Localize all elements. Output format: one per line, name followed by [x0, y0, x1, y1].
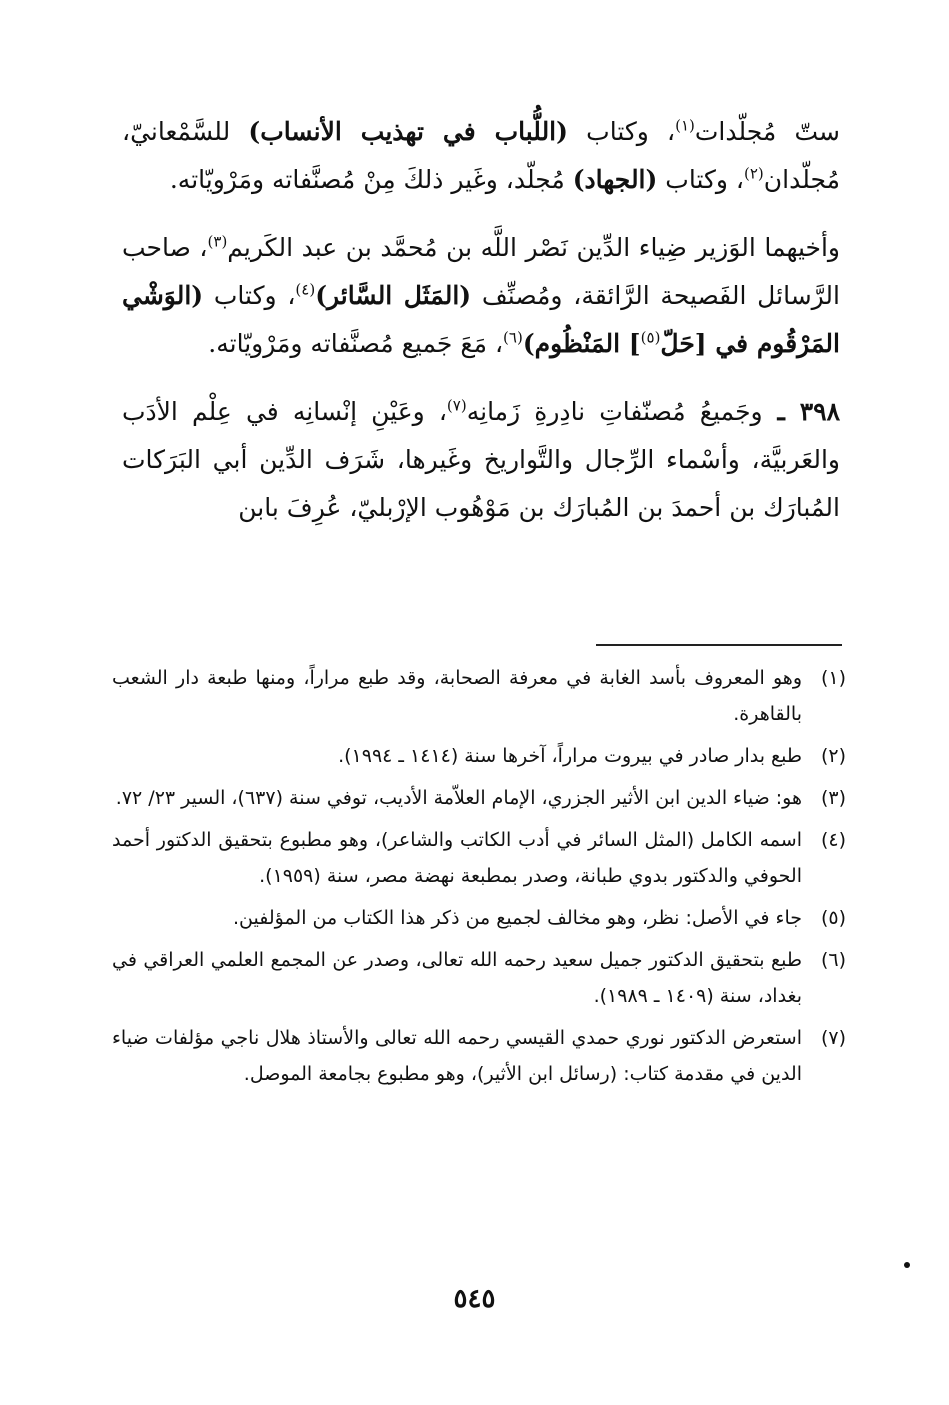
- footnote-text: استعرض الدكتور نوري حمدي القيسي رحمه الله تعالى والأستاذ هلال ناجي مؤلفات ضياء الدين في مقدمة كتاب: (رسائل ابن الأثير)، وهو مطبوع بجامعة الموصل.: [112, 1027, 802, 1085]
- footnote-number: (٣): [820, 787, 846, 809]
- page-number: ٥٤٥: [453, 1284, 496, 1314]
- footnote-ref: (١): [675, 116, 695, 135]
- footnote-number: (٤): [820, 829, 846, 851]
- main-text: [122, 108, 840, 552]
- bold-title: (اللُّباب في تهذيب الأنساب): [248, 117, 568, 146]
- footnote-number: (٢): [820, 745, 846, 767]
- footnote-ref: (٧): [446, 396, 467, 415]
- bold-title: ] المَنْظُوم): [522, 329, 641, 358]
- footnote-ref: (٤): [295, 280, 316, 299]
- bold-title: ٣٩٨ ـ: [762, 397, 841, 426]
- footnote: [112, 660, 846, 732]
- text-run: ، وعَيْنِ إنْسانِه في عِلْم الأدَب والعَربيَّة، وأسْماء الرِّجال والتَّواريخ وغَيرها، شَرَف الدِّين أبي البَرَكات المُبارَك بن أحمدَ بن المُبارَك بن مَوْهُوب الإرْبليّ، عُرِفَ بابن: [122, 397, 840, 522]
- footnote-text: اسمه الكامل (المثل السائر في أدب الكاتب والشاعر)، وهو مطبوع بتحقيق الدكتور أحمد الحوفي والدكتور بدوي طبانة، وصدر بمطبعة نهضة مصر، سنة (١٩٥٩).: [112, 829, 802, 887]
- footnote: [112, 738, 846, 774]
- footnote-ref: (٣): [207, 232, 228, 251]
- footnote-ref: (٢): [743, 164, 764, 183]
- bold-title: (الجهاد): [572, 165, 658, 194]
- text-run: للسَّمْعانيّ، مُجلّدان: [122, 117, 840, 194]
- text-run: ، مَعَ جَميع مُصنَّفاته ومَرْويّاته.: [208, 329, 504, 358]
- footnote: [112, 822, 846, 894]
- text-run: ، وكتاب: [567, 117, 676, 146]
- footnote-ref: (٦): [503, 328, 523, 347]
- text-run: وجَميعُ مُصنّفاتِ نادِرةِ زَمانِه: [466, 397, 763, 426]
- footnote-text: جاء في الأصل: نظر، وهو مخالف لجميع من ذكر هذا الكتاب من المؤلفين.: [233, 907, 802, 929]
- footnote-text: طبع بتحقيق الدكتور جميل سعيد رحمه الله تعالى، وصدر عن المجمع العلمي العراقي في بغداد، سنة (١٤٠٩ ـ ١٩٨٩).: [112, 949, 802, 1007]
- footnotes: [112, 660, 846, 1098]
- main-paragraph: [122, 388, 840, 532]
- text-run: ، وكتاب: [203, 281, 296, 310]
- text-run: مُجلّد، وغَير ذلكَ مِنْ مُصنَّفاته ومَرْويّاته.: [169, 165, 573, 194]
- bold-title: (الوَشْي المَرْقُوم في [حَلّ: [122, 281, 840, 358]
- footnote-text: هو: ضياء الدين ابن الأثير الجزري، الإمام العلاّمة الأديب، توفي سنة (٦٣٧)، السير ٢٣/ ٧٢.: [115, 787, 802, 809]
- footnote-number: (١): [820, 667, 846, 689]
- footnote-number: (٦): [820, 949, 846, 971]
- footnote: [112, 942, 846, 1014]
- footnote-number: (٥): [820, 907, 846, 929]
- main-paragraph: [122, 108, 840, 204]
- text-run: ستّ مُجلّدات: [694, 117, 840, 146]
- text-run: ، وكتاب: [657, 165, 744, 194]
- footnote-text: طبع بدار صادر في بيروت مراراً، آخرها سنة (١٤١٤ ـ ١٩٩٤).: [338, 745, 802, 767]
- bold-title: (المَثَل السَّائر): [315, 281, 472, 310]
- text-run: ، صاحب الرَّسائل الفَصيحة الرَّائقة، ومُصنِّف: [122, 233, 840, 310]
- footnote: [112, 780, 846, 816]
- footnote-number: (٧): [820, 1027, 846, 1049]
- main-paragraph: [122, 224, 840, 368]
- text-run: وأخيهما الوَزير ضِياء الدِّين نَصْر اللَّه بن مُحمَّد بن عبد الكَريم: [227, 233, 840, 262]
- footnote: [112, 900, 846, 936]
- footnote: [112, 1020, 846, 1092]
- footnote-separator: [596, 644, 842, 646]
- margin-dot: [904, 1262, 910, 1268]
- footnote-text: وهو المعروف بأسد الغابة في معرفة الصحابة، وقد طبع مراراً، ومنها طبعة دار الشعب بالقاهرة.: [112, 667, 802, 725]
- footnote-ref: (٥): [640, 328, 661, 347]
